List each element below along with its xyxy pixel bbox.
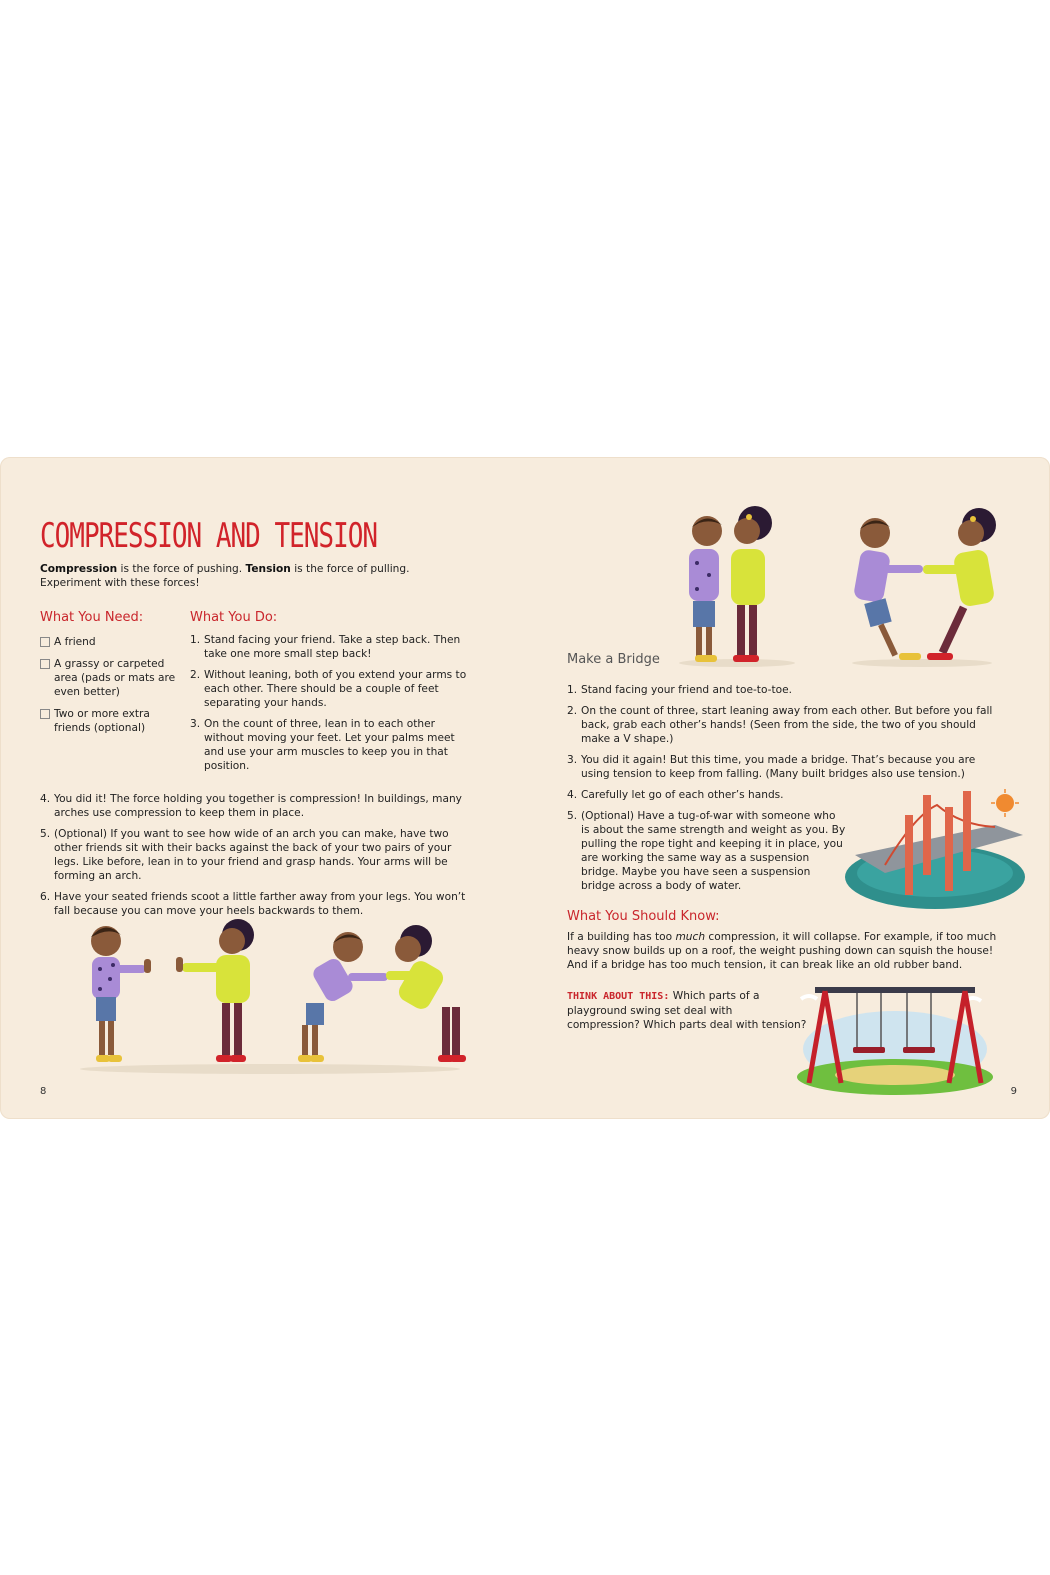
- kids-pushing-illustration: [70, 917, 470, 1077]
- step-text: On the count of three, start leaning away from each other. But before you fall back, grab each other’s hands! (Seen from the side, the two of you should make a V shape.): [581, 705, 993, 745]
- know-text-a: If a building has too: [567, 931, 676, 943]
- intro-text-2: is the force of pulling. Experiment with these forces!: [40, 563, 410, 589]
- step-number: 2.: [567, 705, 578, 717]
- boy-standing-figure: [91, 926, 151, 1062]
- step-number: 3.: [190, 718, 201, 730]
- term-tension: Tension: [245, 563, 291, 575]
- need-item: [40, 707, 180, 735]
- step-item: [40, 792, 470, 820]
- suspension-bridge-illustration: [845, 785, 1027, 915]
- kids-toe-to-toe-figure: [689, 506, 772, 662]
- make-a-bridge-heading: Make a Bridge: [567, 652, 660, 667]
- know-text-emphasis: much: [675, 931, 706, 943]
- page-title: COMPRESSION AND TENSION: [40, 517, 378, 556]
- step-number: 2.: [190, 669, 201, 681]
- checkbox-icon: [40, 659, 50, 669]
- step-item: [40, 827, 470, 883]
- step-number: 1.: [567, 684, 578, 696]
- think-about-this-text: Which parts of a playground swing set deal with compression? Which parts deal with tension?: [567, 990, 807, 1031]
- step-number: 6.: [40, 891, 51, 903]
- kids-bridge-illustration: [677, 505, 1007, 670]
- step-item: [190, 633, 470, 661]
- right-page: [567, 457, 1017, 1119]
- step-item: [567, 753, 1007, 781]
- step-item: [40, 890, 470, 918]
- know-paragraph: [567, 930, 997, 972]
- intro-text-1: is the force of pushing.: [117, 563, 246, 575]
- step-item: [567, 704, 1007, 746]
- step-text: On the count of three, lean in to each other without moving your feet. Let your palms meet and use your arm muscles to keep you in that position.: [204, 718, 455, 772]
- step-item: [190, 717, 470, 773]
- think-about-this-label: THINK ABOUT THIS:: [567, 991, 670, 1002]
- need-list: [40, 635, 180, 735]
- step-text: (Optional) Have a tug-of-war with someone who is about the same strength and weight as you. By pulling the rope tight and keeping it in place, you are working the same way as a suspension bridge. Maybe you have seen a suspension bridge across a body of water.: [581, 810, 846, 892]
- what-you-need-heading: What You Need:: [40, 610, 144, 625]
- left-page: [40, 457, 480, 1119]
- need-item-text: A grassy or carpeted area (pads or mats are even better): [54, 658, 176, 698]
- checkbox-icon: [40, 637, 50, 647]
- step-text: Without leaning, both of you extend your arms to each other. There should be a couple of feet separating your hands.: [204, 669, 467, 709]
- step-text: Stand facing your friend. Take a step back. Then take one more small step back!: [204, 634, 461, 660]
- step-item: [190, 668, 470, 710]
- girl-standing-figure: [176, 919, 254, 1062]
- checkbox-icon: [40, 709, 50, 719]
- need-item-text: Two or more extra friends (optional): [54, 708, 150, 734]
- kids-v-shape-figure: [853, 508, 996, 660]
- step-text: Carefully let go of each other’s hands.: [581, 789, 784, 801]
- think-about-this-box: [567, 989, 807, 1032]
- step-number: 3.: [567, 754, 578, 766]
- step-text: Have your seated friends scoot a little farther away from your legs. You won’t fall because you can move your heels backwards to them.: [54, 891, 466, 917]
- step-item: [567, 683, 1007, 697]
- more-steps: [40, 792, 470, 918]
- need-item-text: A friend: [54, 636, 96, 648]
- kids-leaning-figure: [298, 925, 466, 1062]
- step-number: 5.: [567, 810, 578, 822]
- term-compression: Compression: [40, 563, 118, 575]
- need-item: [40, 657, 180, 699]
- step-text: You did it again! But this time, you made a bridge. That’s because you are using tension to keep from falling. (Many built bridges also use tension.): [581, 754, 976, 780]
- step-text: (Optional) If you want to see how wide of an arch you can make, have two other friends sit with their backs against the back of your two pairs of your legs. Like before, lean in to your friend and grasp hands. Your arms will be forming an arch.: [54, 828, 452, 882]
- what-you-do-heading: What You Do:: [190, 610, 278, 625]
- what-you-need-section: [40, 610, 180, 743]
- know-text-b: compression, it will collapse. For example, if too much heavy snow builds up on a roof, the weight pushing down can squish the house! And if a bridge has too much tension, it can break like an old rubber band.: [567, 931, 997, 971]
- intro-paragraph: [40, 562, 470, 590]
- step-text: Stand facing your friend and toe-to-toe.: [581, 684, 792, 696]
- book-spread: [0, 457, 1050, 1119]
- step-item: [567, 809, 846, 893]
- what-you-should-know-heading: What You Should Know:: [567, 909, 720, 924]
- step-number: 4.: [567, 789, 578, 801]
- do-steps: [190, 633, 470, 773]
- need-item: [40, 635, 180, 649]
- step-number: 5.: [40, 828, 51, 840]
- swing-set-illustration: [795, 979, 995, 1097]
- more-steps-section: [40, 784, 470, 925]
- what-you-do-section: [190, 610, 470, 780]
- what-you-should-know-section: [567, 909, 997, 972]
- page-number-left: 8: [40, 1086, 47, 1097]
- step-number: 1.: [190, 634, 201, 646]
- page-number-right: 9: [1010, 1086, 1017, 1097]
- step-text: You did it! The force holding you together is compression! In buildings, many arches use compression to keep them in place.: [54, 793, 462, 819]
- step-number: 4.: [40, 793, 51, 805]
